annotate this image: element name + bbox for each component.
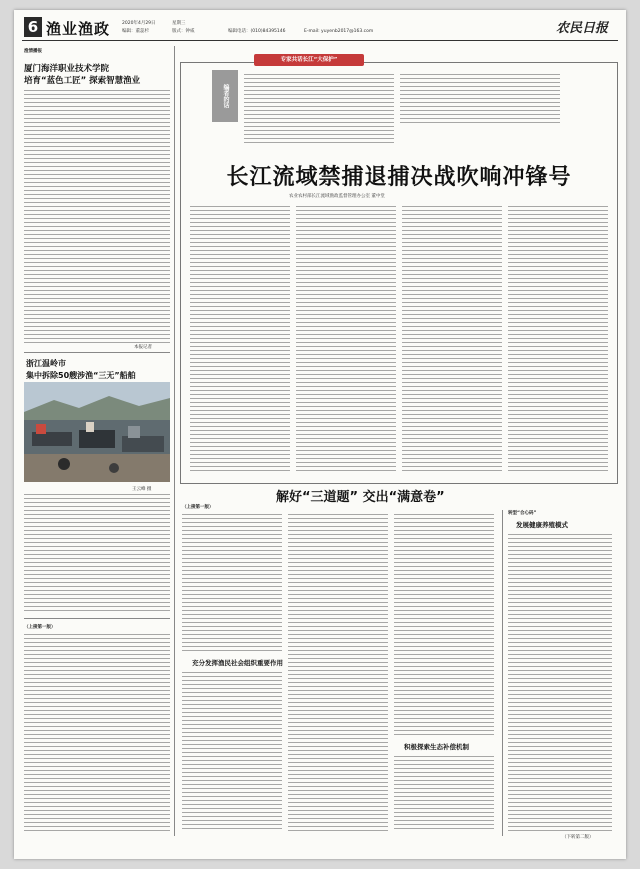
- date: 2020年4月29日: [122, 21, 156, 26]
- feature-headline: 长江流域禁捕退捕决战吹响冲锋号: [226, 165, 572, 190]
- lower-subheading-1: 充分发挥渔民社会组织重要作用: [192, 659, 283, 667]
- article-body: [24, 90, 170, 345]
- page-number: 6: [24, 17, 42, 37]
- side-heading: 转型“合心码”: [508, 511, 537, 516]
- editor: 编辑：董蕊杉: [122, 29, 149, 34]
- reporter-credit: 本报记者: [134, 345, 152, 350]
- photo-title-2: 集中拆除50艘涉渔“三无”船舶: [26, 371, 136, 380]
- continued-marker: （下转第二版）: [562, 835, 594, 840]
- newspaper-page: [14, 10, 626, 859]
- lower-headline: 解好“三道题” 交出“满意卷”: [276, 490, 445, 505]
- photo-credit: 王云峰 摄: [132, 487, 152, 492]
- continued-marker: （上接第一版）: [24, 625, 56, 630]
- section-label: 渔情播报: [24, 49, 42, 54]
- feature-byline: 农业农村部长江流域渔政监督管理办公室 董中堂: [289, 194, 385, 199]
- lower-subheading-2: 积极探索生态补偿机制: [404, 743, 469, 751]
- feature-body: [190, 206, 290, 474]
- feature-body: [402, 206, 502, 474]
- page-header: [22, 16, 618, 41]
- article-body: [24, 494, 170, 614]
- weekday: 星期三: [172, 21, 186, 26]
- newspaper-logo: 农民日报: [555, 21, 608, 36]
- continued-marker: （上接第一版）: [182, 505, 214, 510]
- article-headline-2: 培育“蓝色工匠” 探索智慧渔业: [24, 76, 141, 86]
- lower-body: [182, 672, 282, 832]
- lower-body: [288, 514, 388, 832]
- photo-title-1: 浙江温岭市: [26, 359, 66, 368]
- side-subheading: 发展健康养殖模式: [516, 521, 568, 529]
- divider: [24, 352, 170, 353]
- feature-banner: 专家共话长江“大保护”: [254, 54, 364, 66]
- lower-body: [182, 514, 282, 652]
- section-name: 渔业渔政: [46, 20, 111, 38]
- side-body: [508, 534, 612, 832]
- harbor-photo: [24, 382, 170, 482]
- divider: [24, 618, 170, 619]
- lower-body: [394, 756, 494, 832]
- harbor-photo-graphic: [24, 382, 170, 482]
- lower-body: [394, 514, 494, 736]
- feature-body: [296, 206, 396, 474]
- editor-note-tag: 编者的话: [212, 70, 238, 122]
- email: E-mail: yuyenb2017@163.com: [304, 29, 374, 34]
- article-headline-1: 厦门海洋职业技术学院: [24, 64, 110, 74]
- editor-note-body: [244, 74, 394, 144]
- editor-phone: 编辑电话：(010)84395146: [228, 29, 286, 34]
- article-body: [24, 634, 170, 834]
- feature-body: [508, 206, 608, 474]
- column-divider: [174, 46, 175, 836]
- column-divider: [502, 510, 503, 836]
- layout-designer: 版式：钟威: [172, 29, 195, 34]
- editor-note-body: [400, 74, 560, 124]
